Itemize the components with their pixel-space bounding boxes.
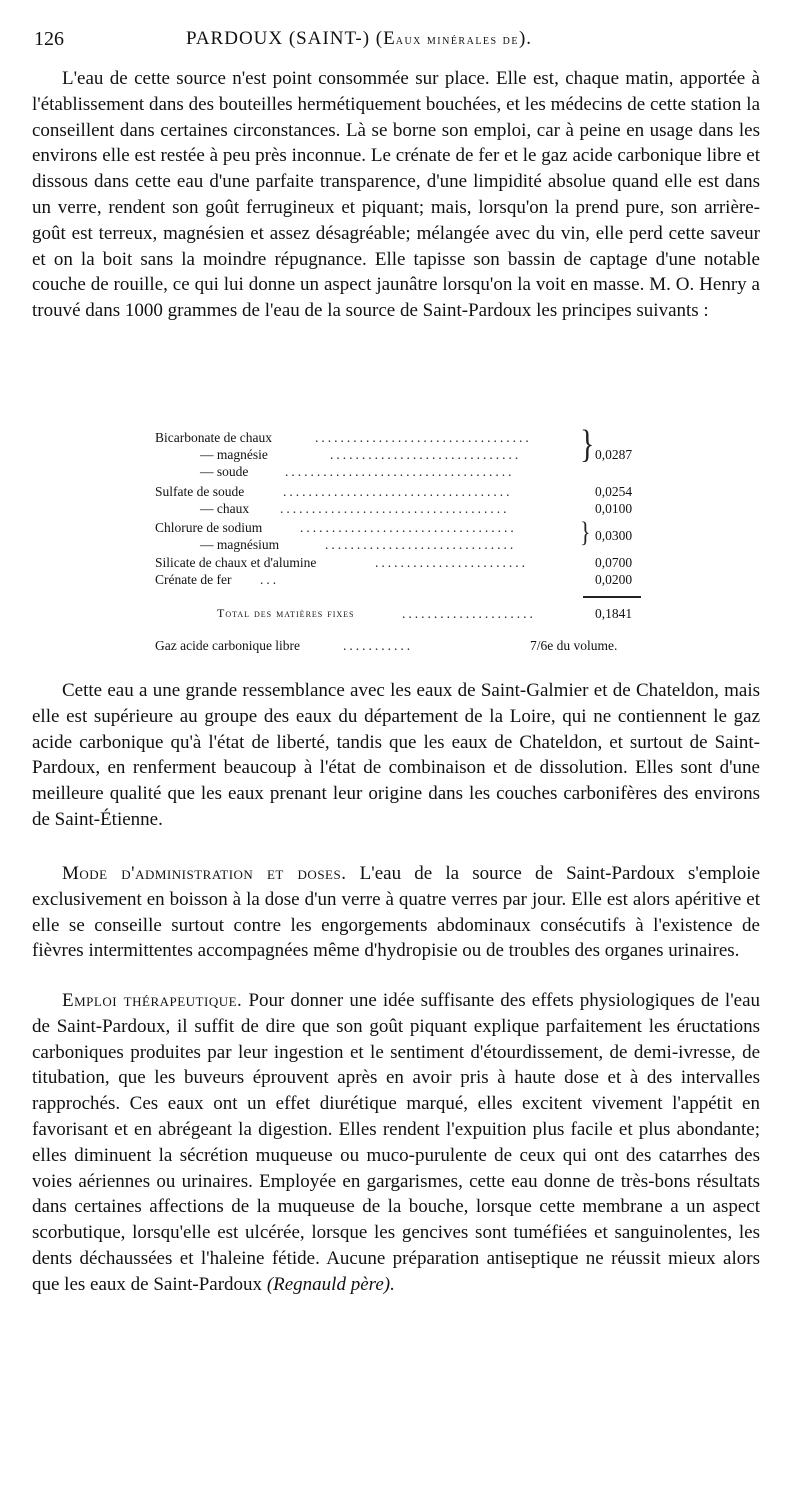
value-bicarbonates: 0,0287 bbox=[595, 447, 633, 462]
section-heading: Emploi thérapeutique. bbox=[62, 990, 243, 1011]
running-header bbox=[34, 28, 774, 54]
section-heading: Mode d'administration et doses. bbox=[62, 863, 347, 884]
paragraph-administration: Mode d'administration et doses. L'eau de la source de Saint-Pardoux s'emploie exclusivement en boisson à la dose d'un verre à quatre verres par jour. Elle est alors apéritive et elle se conseille surtout contre les engorgements abdominaux consécutifs à l'existence de fièvres intermittentes accompagnées même d'hydropisie ou de troubles des organes urinaires. bbox=[32, 863, 761, 962]
total-rule bbox=[583, 596, 641, 598]
citation: (Regnauld père). bbox=[266, 1273, 395, 1295]
value-silicate: 0,0700 bbox=[595, 555, 633, 570]
value-crenate: 0,0200 bbox=[595, 572, 633, 587]
brace: } bbox=[580, 515, 591, 548]
paragraph-comparison: Cette eau a une grande ressemblance avec les eaux de Saint-Galmier et de Chateldon, mais elle est supérieure au groupe des eaux du département de la Loire, qui ne contiennent le gaz acide carbonique qu'à l'état de liberté, tandis que les eaux de Chateldon, et surtout de Saint-Pardoux, en renferment beaucoup à l'état de combinaison et de dissolution. Elles sont d'une meilleure qualité que les eaux prenant leur origine dans les couches carbonifères des environs de Saint-Étienne. bbox=[32, 680, 760, 830]
running-title: PARDOUX (SAINT-) (Eaux minérales de). bbox=[186, 28, 533, 49]
paragraph-therapeutics: Emploi thérapeutique. Pour donner une idée suffisante des effets physiologiques de l'eau de Saint-Pardoux, il suffit de dire que son goût piquant explique parfaitement les éructations carboniques produites par leur ingestion et le sentiment d'étourdissement, de demi-ivresse, de titubation, que les buveurs éprouvent après en avoir pris à haute dose et à des intervalles rapprochés. Ces eaux ont un effet diurétique marqué, elles excitent vivement l'appétit en favorisant et en abrégeant la digestion. Elles rendent l'expuition plus facile et plus abondante; elles diminuent la sécrétion muqueuse ou muco-purulente de ceux qui ont des catarrhes des voies aériennes ou urinaires. Employée en gargarismes, cette eau donne de très-bons résultats dans certaines affections de la muqueuse de la bouche, lorsque cette membrane a un aspect scorbutique, lorsqu'elle est ulcérée, lorsque les gencives sont tuméfiées et sanguinolentes, les dents déchaussées et l'haleine fétide. Aucune préparation antiseptique ne réussit mieux alors que les eaux de Saint-Pardoux (Regnauld père). bbox=[32, 990, 761, 1295]
value-gas: 7/6e du volume. bbox=[530, 638, 618, 653]
page-number: 126 bbox=[34, 28, 64, 50]
value-sulfate-soude: 0,0254 bbox=[595, 484, 633, 499]
paragraph-intro: L'eau de cette source n'est point consommée sur place. Elle est, chaque matin, apportée à l'établissement dans des bouteilles hermétiquement bouchées, et les médecins de cette station la conseillent dans certaines circonstances. Là se borne son emploi, car à peine en usage dans les environs elle est restée à peu près inconnue. Le crénate de fer et le gaz acide carbonique libre et dissous dans cette eau d'une parfaite transparence, d'une limpidité absolue quand elle est dans un verre, rendent son goût ferrugineux et piquant; mais, lorsqu'on la prend pure, son arrière-goût est terreux, magnésien et assez désagréable; mélangée avec du vin, elle perd cette saveur et on la boit sans la moindre répugnance. Elle tapisse son bassin de captage d'une notable couche de rouille, ce qui lui donne un aspect jaunâtre lorsqu'on la voit en masse. M. O. Henry a trouvé dans 1000 grammes de l'eau de la source de Saint-Pardoux les principes suivants : bbox=[32, 68, 760, 322]
brace: } bbox=[580, 423, 595, 467]
value-sulfate-chaux: 0,0100 bbox=[595, 501, 633, 516]
value-chlorures: 0,0300 bbox=[595, 528, 633, 543]
value-total: 0,1841 bbox=[595, 606, 633, 621]
